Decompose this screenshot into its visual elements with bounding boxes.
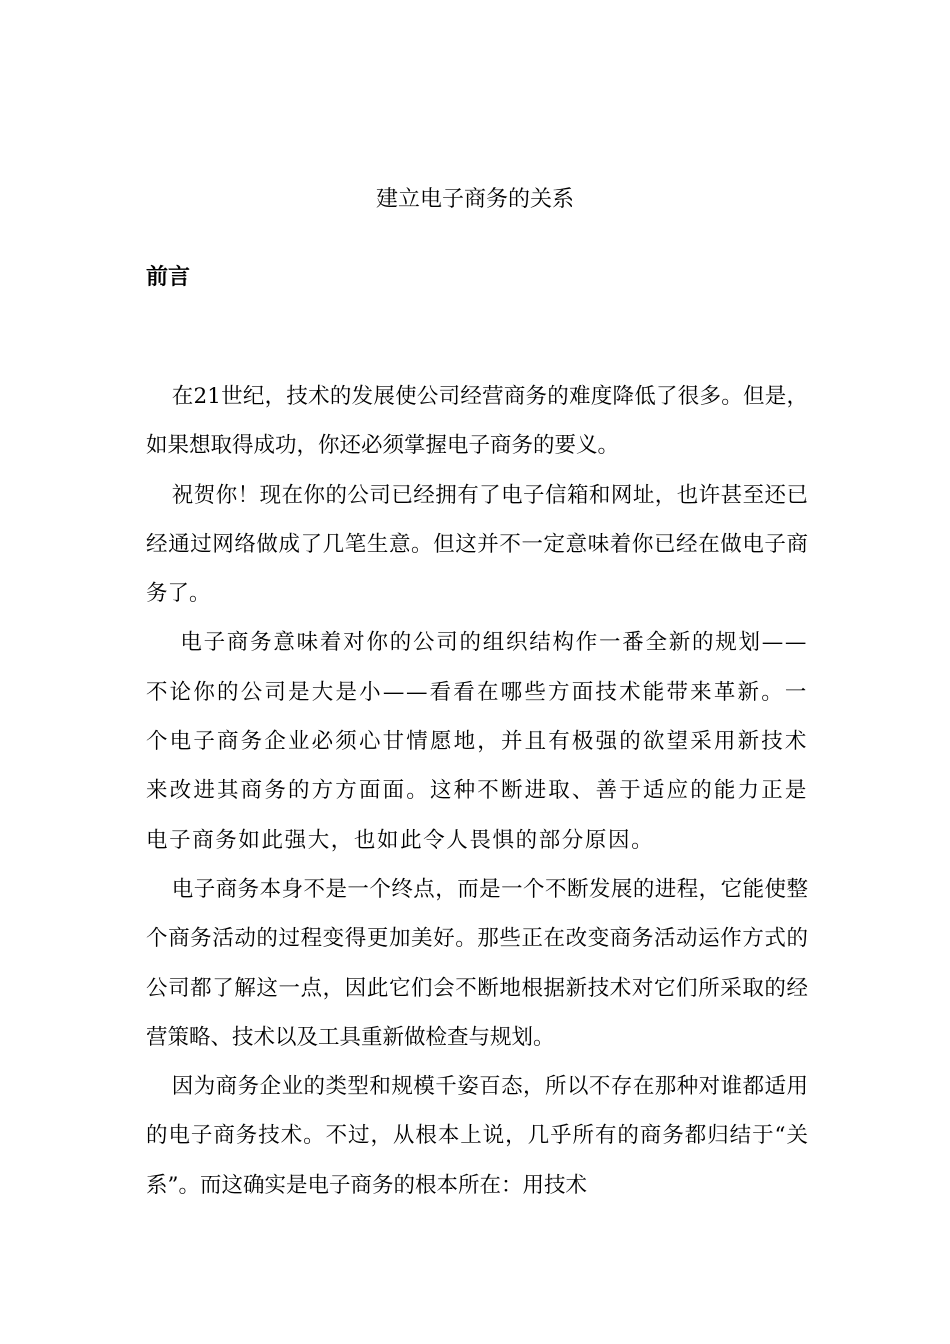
paragraph: 电子商务本身不是一个终点，而是一个不断发展的进程，它能使整个商务活动的过程变得更加美好。那些正在改变商务活动运作方式的公司都了解这一点，因此它们会不断地根据新技术对它们所采取的经营策略、技术以及工具重新做检查与规划。: [146, 876, 808, 1050]
document-body: [146, 372, 808, 1210]
paragraph: 电子商务意味着对你的公司的组织结构作一番全新的规划——不论你的公司是大是小——看看在哪些方面技术能带来革新。一个电子商务企业必须心甘情愿地，并且有极强的欲望采用新技术来改进其商务的方方面面。这种不断进取、善于适应的能力正是电子商务如此强大，也如此令人畏惧的部分原因。: [146, 630, 808, 853]
section-heading-preface: 前言: [146, 265, 191, 290]
paragraph: 祝贺你！现在你的公司已经拥有了电子信箱和网址，也许甚至还已经通过网络做成了几笔生意。但这并不一定意味着你已经在做电子商务了。: [146, 482, 808, 607]
paragraph: 在21世纪，技术的发展使公司经营商务的难度降低了很多。但是，如果想取得成功，你还必须掌握电子商务的要义。: [146, 384, 808, 459]
paragraph: 因为商务企业的类型和规模千姿百态，所以不存在那种对谁都适用的电子商务技术。不过，从根本上说，几乎所有的商务都归结于“关系”。而这确实是电子商务的根本所在：用技术: [146, 1074, 808, 1198]
document-title: 建立电子商务的关系: [375, 187, 574, 212]
